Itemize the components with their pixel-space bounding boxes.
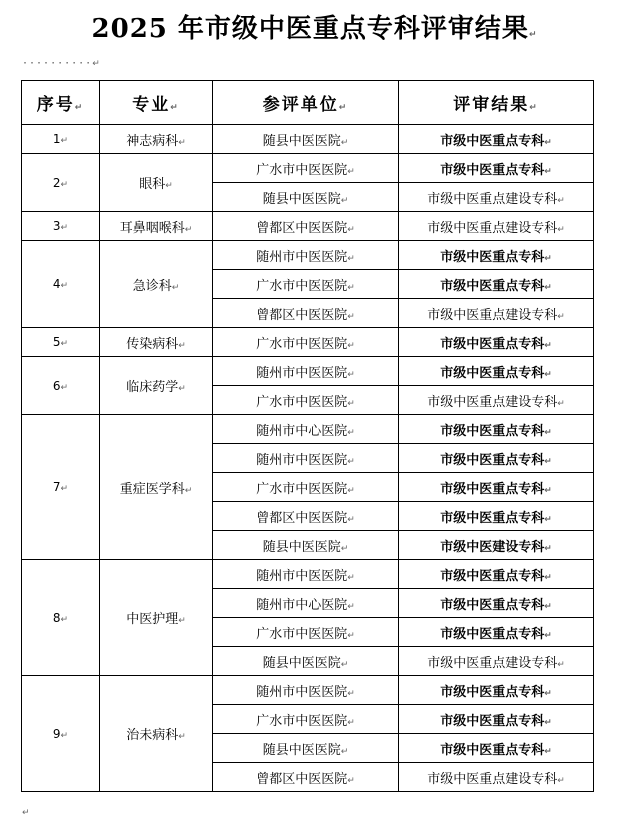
table-row: [22, 415, 594, 444]
unit-cell: 曾都区中医医院↵: [213, 212, 399, 241]
result-cell: 市级中医重点专科↵: [399, 444, 594, 473]
serial-cell: 6↵: [22, 357, 100, 415]
specialty-cell: 传染病科↵: [100, 328, 213, 357]
result-cell: 市级中医重点专科↵: [399, 502, 594, 531]
result-cell: 市级中医重点建设专科↵: [399, 183, 594, 212]
header-result: 评审结果↵: [399, 81, 594, 125]
unit-cell: 随州市中医医院↵: [213, 357, 399, 386]
result-cell: 市级中医重点专科↵: [399, 357, 594, 386]
result-cell: 市级中医重点专科↵: [399, 473, 594, 502]
result-cell: 市级中医重点专科↵: [399, 154, 594, 183]
serial-cell: 2↵: [22, 154, 100, 212]
specialty-cell: 急诊科↵: [100, 241, 213, 328]
result-cell: 市级中医重点专科↵: [399, 270, 594, 299]
review-results-table: [21, 80, 594, 792]
specialty-cell: 眼科↵: [100, 154, 213, 212]
result-cell: 市级中医重点专科↵: [399, 241, 594, 270]
table-row: [22, 241, 594, 270]
result-cell: 市级中医重点建设专科↵: [399, 212, 594, 241]
unit-cell: 曾都区中医医院↵: [213, 299, 399, 328]
unit-cell: 随县中医医院↵: [213, 125, 399, 154]
unit-cell: 广水市中医医院↵: [213, 386, 399, 415]
table-row: [22, 328, 594, 357]
result-cell: 市级中医重点建设专科↵: [399, 386, 594, 415]
unit-cell: 随县中医医院↵: [213, 183, 399, 212]
unit-cell: 曾都区中医医院↵: [213, 502, 399, 531]
serial-cell: 4↵: [22, 241, 100, 328]
table-row: [22, 560, 594, 589]
result-cell: 市级中医重点专科↵: [399, 589, 594, 618]
specialty-cell: 治未病科↵: [100, 676, 213, 792]
unit-cell: 随县中医医院↵: [213, 531, 399, 560]
result-cell: 市级中医重点专科↵: [399, 734, 594, 763]
unit-cell: 广水市中医医院↵: [213, 618, 399, 647]
result-cell: 市级中医重点建设专科↵: [399, 299, 594, 328]
result-cell: 市级中医重点建设专科↵: [399, 647, 594, 676]
serial-cell: 8↵: [22, 560, 100, 676]
result-cell: 市级中医重点专科↵: [399, 705, 594, 734]
serial-cell: 7↵: [22, 415, 100, 560]
dotted-leader: [22, 58, 101, 69]
table-row: [22, 125, 594, 154]
table-body: [22, 125, 594, 792]
unit-cell: 随州市中医医院↵: [213, 444, 399, 473]
specialty-cell: 临床药学↵: [100, 357, 213, 415]
result-cell: 市级中医重点专科↵: [399, 415, 594, 444]
unit-cell: 随州市中医医院↵: [213, 676, 399, 705]
unit-cell: 随县中医医院↵: [213, 647, 399, 676]
table-row: [22, 676, 594, 705]
unit-cell: 曾都区中医医院↵: [213, 763, 399, 792]
specialty-cell: 神志病科↵: [100, 125, 213, 154]
unit-cell: 随州市中心医院↵: [213, 589, 399, 618]
result-cell: 市级中医重点专科↵: [399, 328, 594, 357]
serial-cell: 1↵: [22, 125, 100, 154]
unit-cell: 广水市中医医院↵: [213, 328, 399, 357]
unit-cell: 广水市中医医院↵: [213, 705, 399, 734]
header-unit: 参评单位↵: [213, 81, 399, 125]
specialty-cell: 耳鼻咽喉科↵: [100, 212, 213, 241]
result-cell: 市级中医建设专科↵: [399, 531, 594, 560]
unit-cell: 随县中医医院↵: [213, 734, 399, 763]
table-header-row: [22, 81, 594, 125]
paragraph-mark-icon: ↵: [22, 808, 30, 818]
table-row: [22, 212, 594, 241]
serial-cell: 5↵: [22, 328, 100, 357]
document-title-text: 2025 年市级中医重点专科评审结果: [91, 14, 529, 44]
trailing-paragraph-mark: [22, 800, 30, 819]
paragraph-mark-icon: ↵: [92, 59, 101, 69]
serial-cell: 3↵: [22, 212, 100, 241]
table-row: [22, 154, 594, 183]
header-specialty: 专业↵: [100, 81, 213, 125]
specialty-cell: 重症医学科↵: [100, 415, 213, 560]
document-title: [0, 8, 629, 45]
header-serial: 序号↵: [22, 81, 100, 125]
specialty-cell: 中医护理↵: [100, 560, 213, 676]
result-cell: 市级中医重点专科↵: [399, 676, 594, 705]
unit-cell: 广水市中医医院↵: [213, 473, 399, 502]
unit-cell: 随州市中心医院↵: [213, 415, 399, 444]
paragraph-mark-icon: ↵: [528, 30, 538, 40]
unit-cell: 广水市中医医院↵: [213, 270, 399, 299]
result-cell: 市级中医重点建设专科↵: [399, 763, 594, 792]
unit-cell: 随州市中医医院↵: [213, 560, 399, 589]
unit-cell: 广水市中医医院↵: [213, 154, 399, 183]
result-cell: 市级中医重点专科↵: [399, 560, 594, 589]
result-cell: 市级中医重点专科↵: [399, 618, 594, 647]
table-row: [22, 357, 594, 386]
unit-cell: 随州市中医医院↵: [213, 241, 399, 270]
result-cell: 市级中医重点专科↵: [399, 125, 594, 154]
dotted-leader-text: ··········: [22, 58, 93, 69]
serial-cell: 9↵: [22, 676, 100, 792]
